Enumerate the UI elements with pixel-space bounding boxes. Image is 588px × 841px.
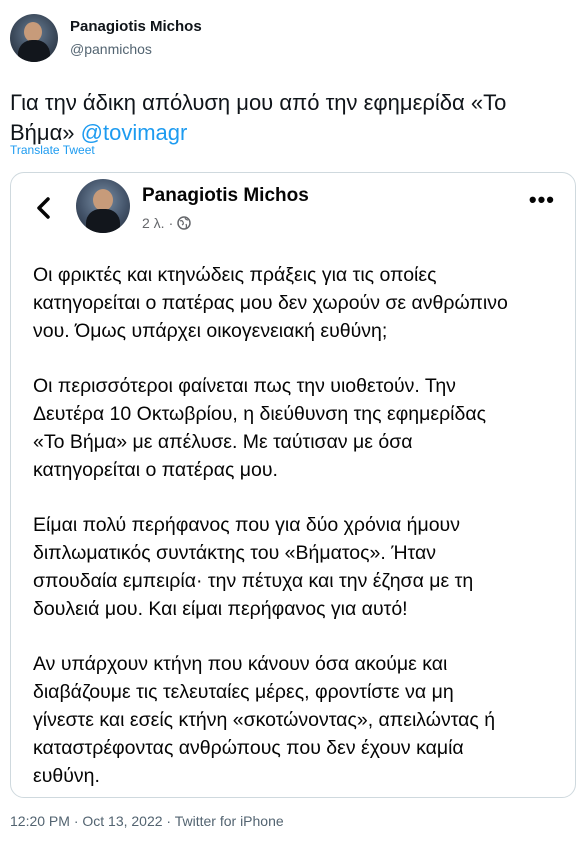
globe-icon: [177, 216, 191, 230]
tweet-timestamp[interactable]: 12:20 PM · Oct 13, 2022 · Twitter for iPhone: [10, 813, 284, 829]
mention-link[interactable]: @tovimagr: [80, 120, 188, 145]
author-display-name[interactable]: Panagiotis Michos: [70, 18, 202, 35]
back-arrow-icon: [33, 193, 55, 223]
post-body: [33, 261, 563, 798]
tweet-header: [10, 14, 202, 62]
author-handle[interactable]: @panmichos: [70, 41, 152, 57]
embedded-screenshot[interactable]: [10, 172, 576, 798]
post-paragraph: Είμαι πολύ περήφανος που για δύο χρόνια ήμουν διπλωματικός συντάκτης του «Βήματος». Ήταν σπουδαία εμπειρία· την πέτυχα και την έζησα με τη δουλειά μου. Και είμαι περήφανος για αυτό!: [33, 514, 474, 620]
post-time: 2 λ.: [142, 215, 165, 231]
post-separator: ·: [168, 215, 174, 231]
tweet-text-line2: Βήμα»: [10, 120, 81, 145]
post-paragraph: Αν υπάρχουν κτήνη που κάνουν όσα ακούμε και διαβάζουμε τις τελευταίες μέρες, φροντίστε να μη γίνεστε και εσείς κτήνη «σκοτώνοντας», απειλώντας ή καταστρέφοντας ανθρώπους που δεν έχουν καμία ευθύνη.: [33, 653, 496, 787]
tweet-text: [10, 88, 570, 148]
author-names: [70, 17, 202, 59]
post-meta: [142, 215, 191, 231]
post-paragraph: Οι περισσότεροι φαίνεται πως την υιοθετούν. Την Δευτέρα 10 Οκτωβρίου, η διεύθυνση της εφημερίδας «Το Βήμα» με απέλυσε. Με ταύτισαν με όσα κατηγορείται ο πατέρας μου.: [33, 375, 487, 481]
more-options-icon: •••: [528, 187, 555, 212]
post-author-name: Panagiotis Michos: [142, 185, 309, 206]
post-avatar: [76, 179, 130, 233]
post-paragraph: Οι φρικτές και κτηνώδεις πράξεις για τις οποίες κατηγορείται ο πατέρας μου δεν χωρούν σε ανθρώπινο νου. Όμως υπάρχει οικογενειακή ευθύνη;: [33, 264, 508, 342]
tweet-text-line1: Για την άδικη απόλυση μου από την εφημερίδα «Το: [10, 90, 507, 115]
translate-tweet-link[interactable]: Translate Tweet: [10, 143, 95, 157]
avatar[interactable]: [10, 14, 58, 62]
